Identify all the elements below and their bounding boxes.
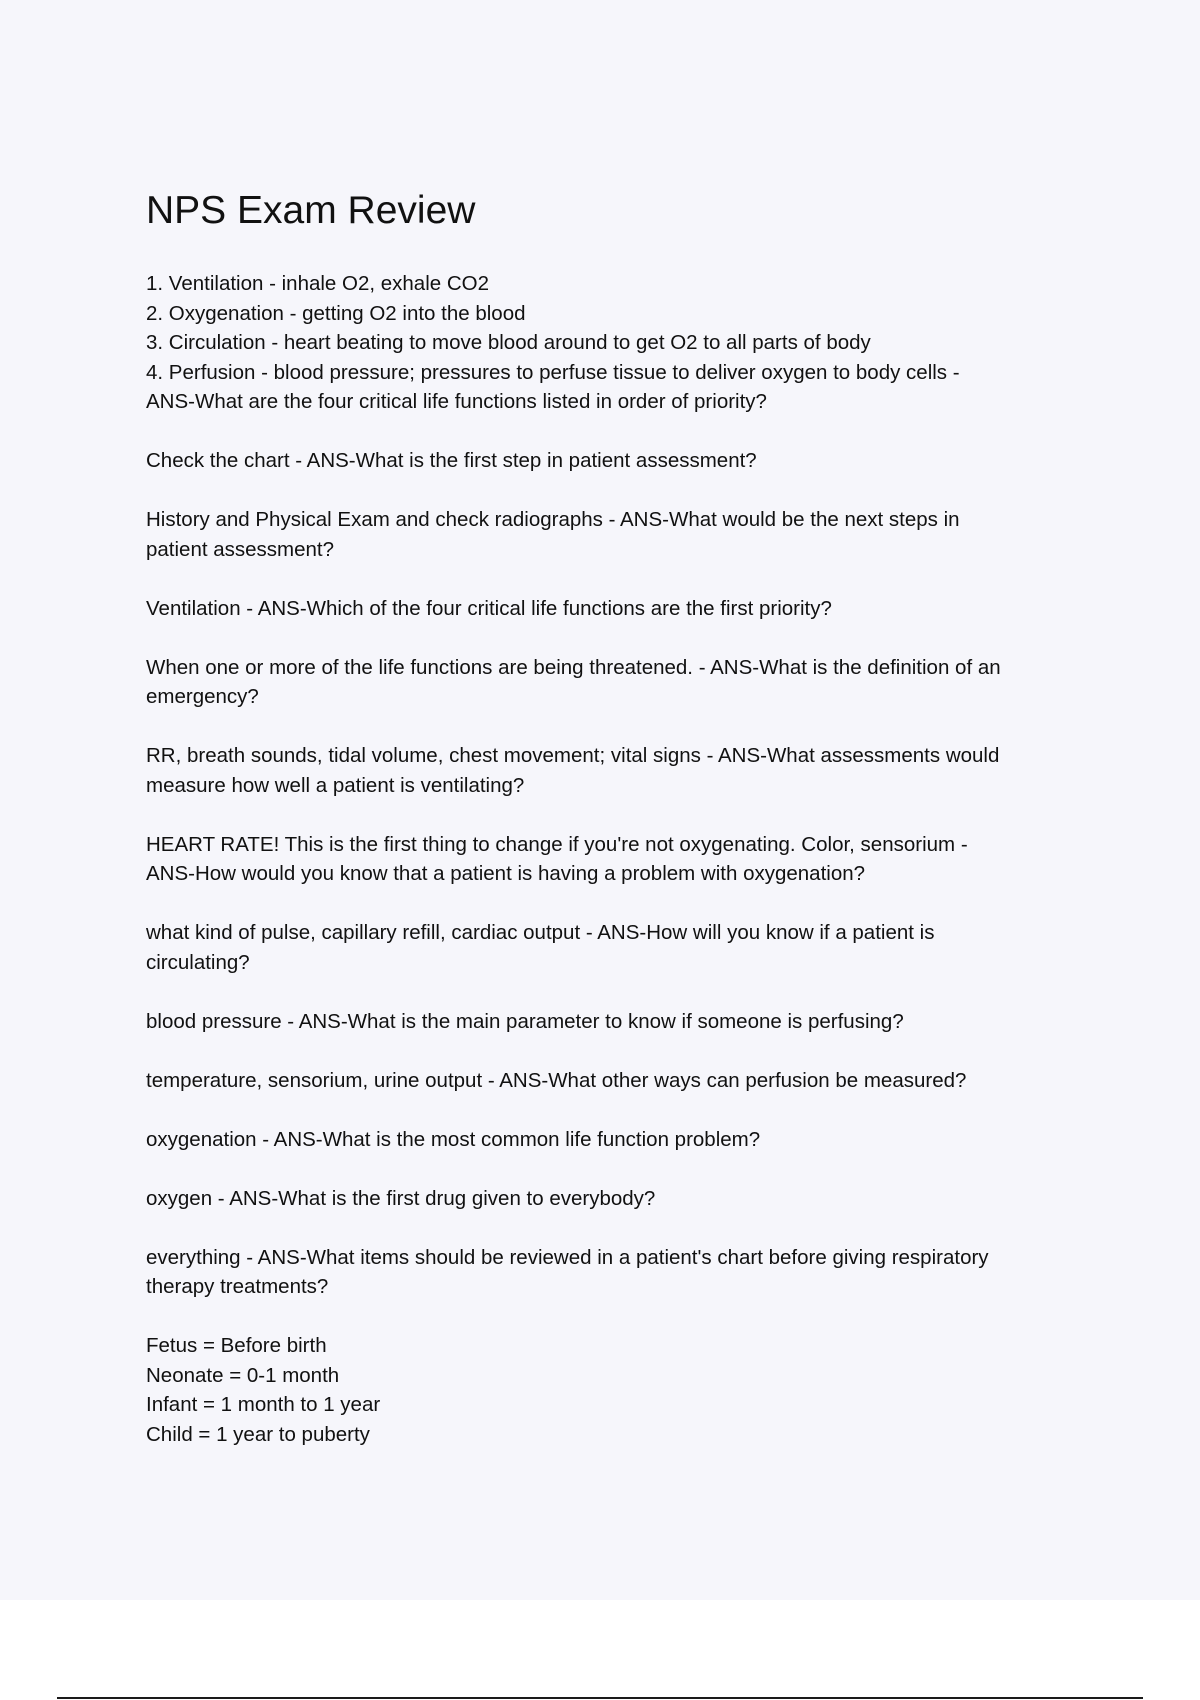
qa-entry [146, 653, 1086, 712]
qa-entry [146, 1243, 1086, 1302]
qa-line: RR, breath sounds, tidal volume, chest movement; vital signs - ANS-What assessments would [146, 744, 1000, 767]
qa-line: 2. Oxygenation - getting O2 into the blood [146, 301, 526, 325]
qa-entry [146, 269, 1086, 417]
qa-line: therapy treatments? [146, 1275, 329, 1298]
qa-line: HEART RATE! This is the first thing to change if you're not oxygenating. Color, sensorium - [146, 832, 968, 856]
qa-line: emergency? [146, 685, 259, 708]
qa-entry [146, 594, 1086, 624]
qa-line: 4. Perfusion - blood pressure; pressures to perfuse tissue to deliver oxygen to body cells - [146, 360, 960, 384]
qa-entry [146, 505, 1086, 564]
qa-entry [146, 741, 1086, 800]
qa-entry [146, 918, 1086, 977]
qa-line: what kind of pulse, capillary refill, cardiac output - ANS-How will you know if a patient is [146, 921, 935, 944]
qa-line: temperature, sensorium, urine output - ANS-What other ways can perfusion be measured? [146, 1068, 967, 1092]
qa-entry [146, 1007, 1086, 1037]
document-title: NPS Exam Review [146, 189, 476, 232]
qa-line: Fetus = Before birth [146, 1334, 327, 1357]
footer-divider [57, 1697, 1143, 1699]
qa-line: oxygen - ANS-What is the first drug given to everybody? [146, 1186, 656, 1210]
qa-line: oxygenation - ANS-What is the most common life function problem? [146, 1127, 761, 1151]
qa-line: Neonate = 0-1 month [146, 1363, 340, 1387]
qa-entry [146, 1125, 1086, 1155]
qa-entry [146, 1066, 1086, 1096]
qa-line: 1. Ventilation - inhale O2, exhale CO2 [146, 272, 490, 295]
qa-line: ANS-What are the four critical life functions listed in order of priority? [146, 390, 767, 413]
qa-entry [146, 446, 1086, 476]
qa-line: 3. Circulation - heart beating to move blood around to get O2 to all parts of body [146, 331, 871, 354]
qa-line: blood pressure - ANS-What is the main parameter to know if someone is perfusing? [146, 1009, 904, 1033]
qa-line: Infant = 1 month to 1 year [146, 1393, 381, 1416]
document-content [146, 186, 1086, 1449]
qa-list [146, 269, 1086, 1449]
qa-line: Check the chart - ANS-What is the first step in patient assessment? [146, 449, 757, 472]
qa-line: History and Physical Exam and check radiographs - ANS-What would be the next steps in [146, 508, 960, 531]
qa-line: patient assessment? [146, 537, 335, 561]
qa-entry [146, 1331, 1086, 1449]
qa-line: Child = 1 year to puberty [146, 1422, 370, 1446]
qa-line: circulating? [146, 950, 250, 974]
qa-line: When one or more of the life functions are being threatened. - ANS-What is the definition of an [146, 655, 1001, 679]
qa-entry [146, 830, 1086, 889]
qa-line: measure how well a patient is ventilating? [146, 773, 525, 797]
qa-line: Ventilation - ANS-Which of the four critical life functions are the first priority? [146, 596, 832, 620]
qa-line: everything - ANS-What items should be reviewed in a patient's chart before giving respiratory [146, 1245, 989, 1269]
qa-entry [146, 1184, 1086, 1214]
qa-line: ANS-How would you know that a patient is having a problem with oxygenation? [146, 862, 866, 885]
